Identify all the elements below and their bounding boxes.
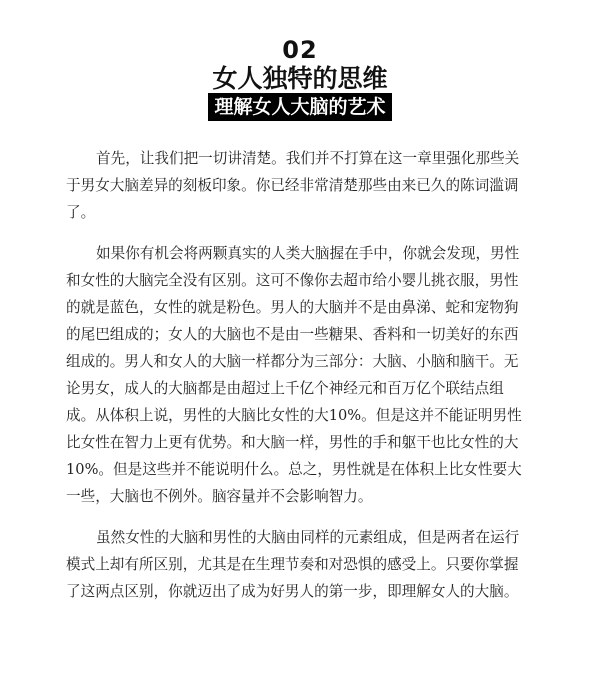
chapter-subtitle: 理解女人大脑的艺术 bbox=[208, 93, 391, 121]
text-line: 模式上却有所区别，尤其是在生理节奏和对恐惧的感受上。只要你掌握 bbox=[66, 556, 519, 573]
text-line: 首先，让我们把一切讲清楚。我们并不打算在这一章里强化那些关 bbox=[96, 150, 520, 167]
chapter-number: 02 bbox=[282, 36, 318, 64]
text-line: 组成的。男人和女人的大脑一样都分为三部分：大脑、小脑和脑干。无 bbox=[66, 353, 519, 370]
paragraph-2 bbox=[66, 240, 536, 510]
text-line: 了。 bbox=[66, 204, 96, 221]
body-text bbox=[66, 145, 536, 619]
text-line: 虽然女性的大脑和男性的大脑由同样的元素组成，但是两者在运行 bbox=[96, 529, 520, 546]
text-line: 如果你有机会将两颗真实的人类大脑握在手中，你就会发现，男性 bbox=[96, 245, 520, 262]
text-line: 比女性在智力上更有优势。和大脑一样，男性的手和躯干也比女性的大 bbox=[66, 434, 519, 451]
text-line: 论男女，成人的大脑都是由超过上千亿个神经元和百万亿个联结点组 bbox=[66, 380, 504, 397]
text-line: 和女性的大脑完全没有区别。这可不像你去超市给小婴儿挑衣服，男性 bbox=[66, 272, 519, 289]
text-line: 的就是蓝色，女性的就是粉色。男人的大脑并不是由鼻涕、蛇和宠物狗 bbox=[66, 299, 519, 316]
text-line: 的尾巴组成的；女人的大脑也不是由一些糖果、香料和一切美好的东西 bbox=[66, 326, 519, 343]
text-line: 成。从体积上说，男性的大脑比女性的大10%。但是这并不能证明男性 bbox=[66, 407, 522, 424]
paragraph-3 bbox=[66, 524, 536, 605]
chapter-header bbox=[0, 36, 600, 121]
text-line: 于男女大脑差异的刻板印象。你已经非常清楚那些由来已久的陈词滥调 bbox=[66, 177, 519, 194]
text-line: 10%。但是这些并不能说明什么。总之，男性就是在体积上比女性要大 bbox=[66, 461, 522, 478]
text-line: 了这两点区别，你就迈出了成为好男人的第一步，即理解女人的大脑。 bbox=[66, 583, 519, 600]
chapter-title: 女人独特的思维 bbox=[212, 64, 388, 93]
text-line: 一些，大脑也不例外。脑容量并不会影响智力。 bbox=[66, 488, 373, 505]
paragraph-1 bbox=[66, 145, 536, 226]
chapter-subtitle-banner bbox=[0, 93, 600, 121]
